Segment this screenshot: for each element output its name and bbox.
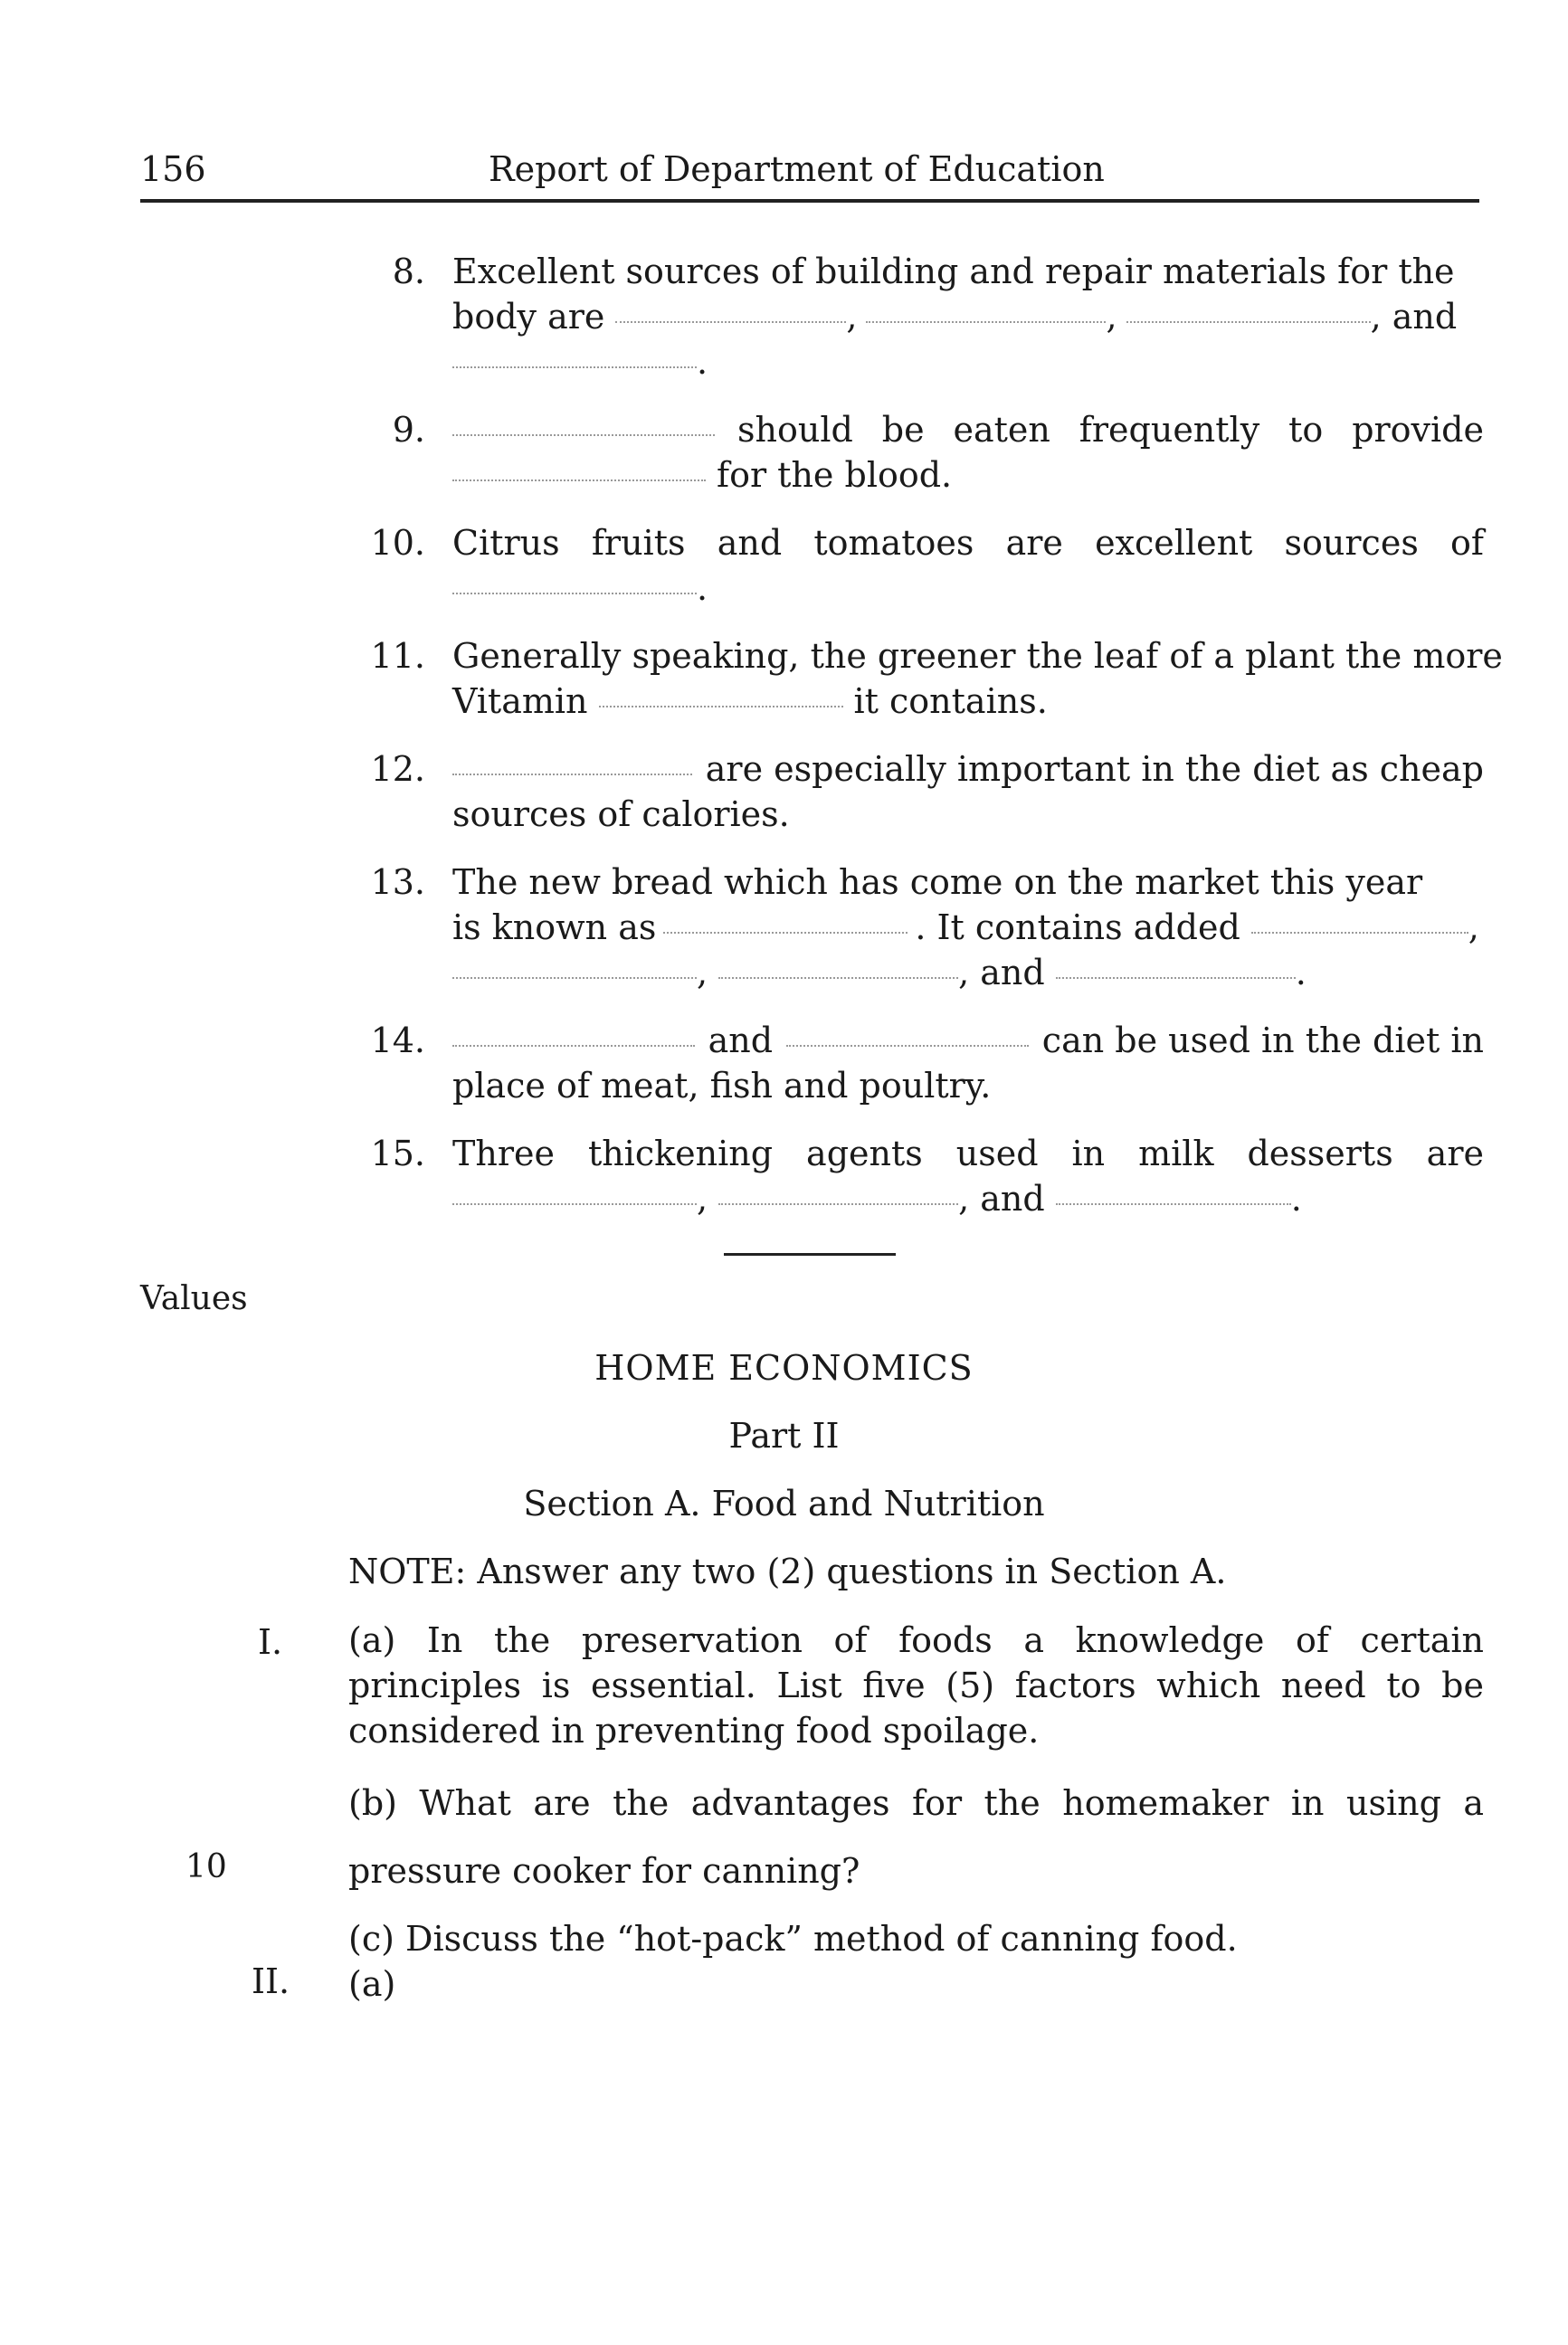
answer-blank [1056, 1176, 1291, 1205]
question-text: The new bread which has come on the market this year [452, 862, 1423, 902]
question-text: , [846, 297, 858, 337]
question-text: . [697, 568, 708, 608]
section-divider [724, 1253, 896, 1256]
answer-blank [452, 452, 706, 481]
section-subtitle: Section A. Food and Nutrition [523, 1484, 1045, 1524]
question-text: it contains. [853, 681, 1048, 721]
question-text: sources of calories. [452, 794, 790, 834]
answer-blank [615, 294, 846, 323]
question-number: 12. [370, 749, 425, 789]
question-text: is known as [452, 907, 657, 947]
question-number: 9. [392, 410, 425, 450]
answer-blank [1251, 905, 1468, 934]
question-13 [353, 859, 1484, 1004]
question-text: for the blood. [717, 455, 953, 495]
question-text: , and [1370, 297, 1458, 337]
question-text: , [697, 953, 708, 992]
question-number: 8. [392, 252, 425, 291]
question-text: . [1295, 953, 1307, 992]
answer-blank [663, 905, 908, 934]
answer-blank [1056, 950, 1296, 979]
question-10 [353, 520, 1484, 620]
note: NOTE: Answer any two (2) questions in Section A. [348, 1552, 1227, 1591]
page-number: 156 [140, 149, 206, 189]
answer-blank [452, 565, 697, 594]
part-heading: Part II [728, 1416, 840, 1456]
question-text: place of meat, fish and poultry. [452, 1066, 992, 1106]
question-I-b-cont: pressure cooker for canning? [348, 1851, 860, 1891]
question-text: body are [452, 297, 605, 337]
header-rule [140, 199, 1479, 203]
answer-blank [786, 1018, 1029, 1047]
question-text: , and [958, 953, 1045, 992]
question-I-a: (a) In the preservation of foods a knowledge of certain principles is essential. List five (5) factors which need to be considered in preventing food spoilage. [348, 1620, 1484, 1751]
values-label: Values [140, 1280, 248, 1317]
answer-blank [718, 1176, 958, 1205]
question-text: Generally speaking, the greener the leaf of a plant the more [452, 636, 1503, 676]
question-I-b: (b) What are the advantages for the homemaker in using a [348, 1783, 1484, 1823]
question-text: Citrus fruits and tomatoes are excellent sources of [452, 523, 1484, 563]
answer-blank [452, 1018, 695, 1047]
question-number: 13. [370, 862, 425, 902]
question-text: should be eaten frequently to provide [737, 410, 1484, 450]
question-12 [353, 746, 1484, 846]
answer-blank [866, 294, 1106, 323]
question-text: and [708, 1021, 774, 1060]
question-text: are especially important in the diet as cheap [705, 749, 1484, 789]
answer-blank [452, 1176, 697, 1205]
question-roman-I: I. [258, 1622, 283, 1662]
question-number: 15. [370, 1134, 425, 1173]
question-11 [353, 633, 1503, 733]
answer-blank [718, 950, 958, 979]
question-roman-II: II. [252, 1961, 290, 2001]
question-text: , [1468, 907, 1479, 947]
question-text: can be used in the diet in [1041, 1021, 1484, 1060]
question-15 [353, 1131, 1484, 1230]
answer-blank [599, 679, 843, 707]
answer-blank [452, 339, 697, 368]
question-II-a: (a) [348, 1964, 396, 2004]
question-text: . [697, 342, 708, 382]
question-text: Vitamin [452, 681, 588, 721]
question-number: 10. [370, 523, 425, 563]
points-value: 10 [185, 1848, 227, 1885]
answer-blank [1126, 294, 1371, 323]
answer-blank [452, 746, 692, 775]
answer-blank [452, 407, 715, 436]
answer-blank [452, 950, 697, 979]
question-8 [353, 249, 1484, 394]
question-text: . It contains added [915, 907, 1240, 947]
question-I-c: (c) Discuss the “hot-pack” method of canning food. [348, 1919, 1238, 1959]
question-text: Excellent sources of building and repair materials for the [452, 252, 1455, 291]
question-9 [353, 407, 1484, 507]
running-title: Report of Department of Education [489, 149, 1105, 189]
question-14 [353, 1018, 1484, 1117]
question-text: Three thickening agents used in milk desserts are [452, 1134, 1484, 1173]
question-number: 14. [370, 1021, 425, 1060]
section-title: HOME ECONOMICS [594, 1348, 974, 1388]
question-text: , [1106, 297, 1117, 337]
question-text: , [697, 1179, 708, 1219]
question-number: 11. [370, 636, 425, 676]
question-text: , and [958, 1179, 1045, 1219]
question-text: . [1290, 1179, 1302, 1219]
